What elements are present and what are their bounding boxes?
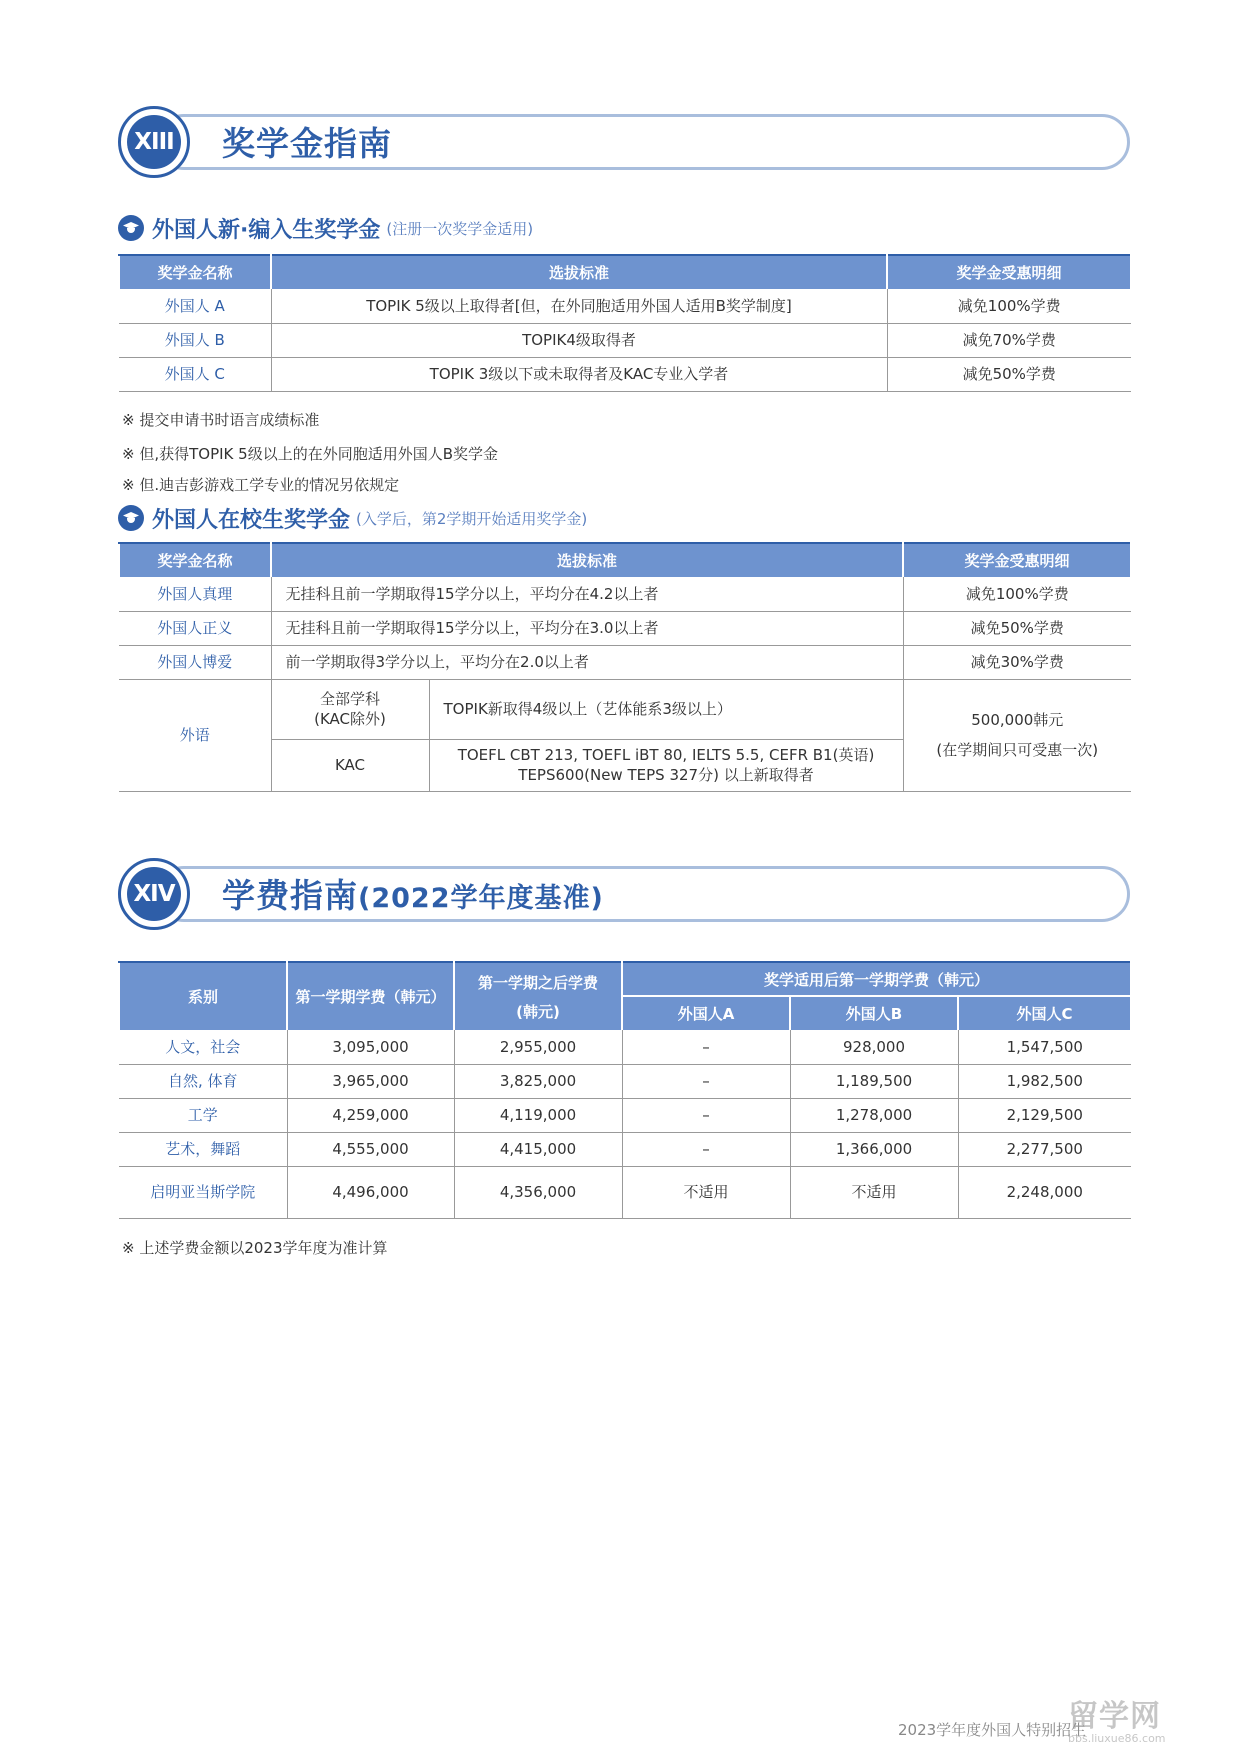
- scholarship-name: 外国人正义: [119, 611, 271, 645]
- dept-name: 人文，社会: [119, 1030, 287, 1064]
- subheading-note: (入学后，第2学期开始适用奖学金): [356, 509, 588, 528]
- subheading-title: 外国人在校生奖学金: [152, 507, 351, 533]
- section-title-main: 学费指南: [222, 876, 358, 915]
- scholarship-name: 外国人博爱: [119, 645, 271, 679]
- after-first-fee: 3,825,000: [454, 1064, 622, 1098]
- fee-b: 不适用: [790, 1166, 958, 1218]
- dept-name: 自然, 体育: [119, 1064, 287, 1098]
- fee-b: 1,189,500: [790, 1064, 958, 1098]
- selection-criteria: [429, 739, 903, 791]
- benefit-detail: 减免50%学费: [887, 357, 1131, 391]
- fee-c: 2,129,500: [958, 1098, 1131, 1132]
- scope-line: 全部学科: [319, 689, 380, 708]
- table-row: [119, 1064, 1131, 1098]
- footnote: ※ 但.迪吉彭游戏工学专业的情况另依规定: [122, 476, 400, 494]
- section-header-tuition: [118, 858, 1130, 934]
- after-first-fee: 4,415,000: [454, 1132, 622, 1166]
- scholarship-name: 外语: [119, 679, 271, 791]
- first-semester-fee: 4,555,000: [287, 1132, 454, 1166]
- fee-b: 1,278,000: [790, 1098, 958, 1132]
- scholarship-name: 外国人真理: [119, 577, 271, 611]
- table-row: [119, 1166, 1131, 1218]
- selection-criteria: TOPIK新取得4级以上（艺体能系3级以上）: [429, 679, 903, 739]
- fee-c: 2,277,500: [958, 1132, 1131, 1166]
- subheading-new-students: [118, 212, 533, 244]
- column-header-c: 外国人C: [958, 996, 1131, 1030]
- fee-b: 1,366,000: [790, 1132, 958, 1166]
- column-header-after-first: [454, 962, 622, 1030]
- table-row: [119, 679, 1131, 739]
- section-title-sub: (2022学年度基准): [358, 883, 604, 914]
- scholarship-name: 外国人 A: [119, 289, 271, 323]
- selection-criteria: 前一学期取得3学分以上，平均分在2.0以上者: [271, 645, 903, 679]
- column-header-group: 奖学适用后第一学期学费（韩元）: [622, 962, 1131, 996]
- table-row: [119, 323, 1131, 357]
- fee-b: 928,000: [790, 1030, 958, 1064]
- column-header: 选拔标准: [271, 543, 903, 577]
- selection-criteria: 无挂科且前一学期取得15学分以上，平均分在3.0以上者: [271, 611, 903, 645]
- table-row: [119, 289, 1131, 323]
- after-first-fee: 4,356,000: [454, 1166, 622, 1218]
- watermark-url: bbs.liuxue86.com: [1068, 1732, 1166, 1745]
- table-row: [119, 1132, 1131, 1166]
- fee-a: –: [622, 1132, 790, 1166]
- watermark-title: 留学网: [1068, 1699, 1161, 1734]
- first-semester-fee: 4,259,000: [287, 1098, 454, 1132]
- criteria-line: TOEFL CBT 213, TOEFL iBT 80, IELTS 5.5, CEFR B1(英语): [457, 745, 875, 764]
- benefit-condition: (在学期间只可受惠一次): [936, 741, 1099, 759]
- table-row: [119, 577, 1131, 611]
- selection-criteria: TOPIK4级取得者: [271, 323, 887, 357]
- watermark-logo: [1068, 1699, 1220, 1750]
- table-row: [119, 1098, 1131, 1132]
- fee-a: –: [622, 1064, 790, 1098]
- column-header: 奖学金受惠明细: [887, 255, 1131, 289]
- first-semester-fee: 3,965,000: [287, 1064, 454, 1098]
- fee-a: –: [622, 1098, 790, 1132]
- scope-line: (KAC除外): [314, 710, 386, 728]
- column-header-first-semester: 第一学期学费（韩元）: [287, 962, 454, 1030]
- section-title: [222, 870, 604, 917]
- scholarship-name: 外国人 C: [119, 357, 271, 391]
- eligible-scope: KAC: [271, 739, 429, 791]
- subheading-title: 外国人新·编入生奖学金: [152, 217, 381, 243]
- graduation-cap-icon: [118, 505, 144, 531]
- fee-a: –: [622, 1030, 790, 1064]
- selection-criteria: TOPIK 3级以下或未取得者及KAC专业入学者: [271, 357, 887, 391]
- column-header-b: 外国人B: [790, 996, 958, 1030]
- eligible-scope: [271, 679, 429, 739]
- benefit-detail: 减免100%学费: [887, 289, 1131, 323]
- dept-name: 艺术，舞蹈: [119, 1132, 287, 1166]
- column-header: 奖学金受惠明细: [903, 543, 1131, 577]
- dept-name: 工学: [119, 1098, 287, 1132]
- column-header: 选拔标准: [271, 255, 887, 289]
- subheading-note: (注册一次奖学金适用): [386, 219, 534, 238]
- roman-numeral-badge: [118, 858, 190, 930]
- header-line: (韩元): [516, 1002, 560, 1021]
- roman-numeral: XIV: [127, 867, 181, 921]
- footer-text: 2023学年度外国人特别招生: [898, 1721, 1087, 1739]
- benefit-detail: 减免30%学费: [903, 645, 1131, 679]
- benefit-detail: 减免70%学费: [887, 323, 1131, 357]
- first-semester-fee: 4,496,000: [287, 1166, 454, 1218]
- fee-c: 1,547,500: [958, 1030, 1131, 1064]
- selection-criteria: TOPIK 5级以上取得者[但，在外同胞适用外国人适用B奖学制度]: [271, 289, 887, 323]
- section-header-scholarship: [118, 106, 1130, 182]
- benefit-detail: 减免50%学费: [903, 611, 1131, 645]
- enrolled-student-scholarship-table: [118, 542, 1132, 792]
- footnote: ※ 但,获得TOPIK 5级以上的在外同胞适用外国人B奖学金: [122, 445, 498, 463]
- column-header-dept: 系别: [119, 962, 287, 1030]
- fee-a: 不适用: [622, 1166, 790, 1218]
- table-row: [119, 645, 1131, 679]
- benefit-detail: 减免100%学费: [903, 577, 1131, 611]
- after-first-fee: 4,119,000: [454, 1098, 622, 1132]
- column-header: 奖学金名称: [119, 255, 271, 289]
- footnote: ※ 上述学费金额以2023学年度为准计算: [122, 1239, 388, 1257]
- after-first-fee: 2,955,000: [454, 1030, 622, 1064]
- scholarship-name: 外国人 B: [119, 323, 271, 357]
- tuition-table: [118, 961, 1132, 1219]
- benefit-amount: 500,000韩元: [971, 710, 1064, 729]
- criteria-line: TEPS600(New TEPS 327分) 以上新取得者: [518, 766, 814, 784]
- roman-numeral: XIII: [127, 115, 181, 169]
- fee-c: 2,248,000: [958, 1166, 1131, 1218]
- column-header-a: 外国人A: [622, 996, 790, 1030]
- fee-c: 1,982,500: [958, 1064, 1131, 1098]
- section-title: 奖学金指南: [222, 124, 392, 163]
- subheading-enrolled-students: [118, 502, 587, 534]
- column-header: 奖学金名称: [119, 543, 271, 577]
- benefit-detail: [903, 679, 1131, 791]
- roman-numeral-badge: [118, 106, 190, 178]
- first-semester-fee: 3,095,000: [287, 1030, 454, 1064]
- table-row: [119, 611, 1131, 645]
- table-row: [119, 1030, 1131, 1064]
- graduation-cap-icon: [118, 215, 144, 241]
- selection-criteria: 无挂科且前一学期取得15学分以上，平均分在4.2以上者: [271, 577, 903, 611]
- table-row: [119, 357, 1131, 391]
- dept-name: 启明亚当斯学院: [119, 1166, 287, 1218]
- footnote: ※ 提交申请书时语言成绩标准: [122, 411, 320, 429]
- new-student-scholarship-table: [118, 254, 1132, 392]
- header-line: 第一学期之后学费: [477, 973, 598, 992]
